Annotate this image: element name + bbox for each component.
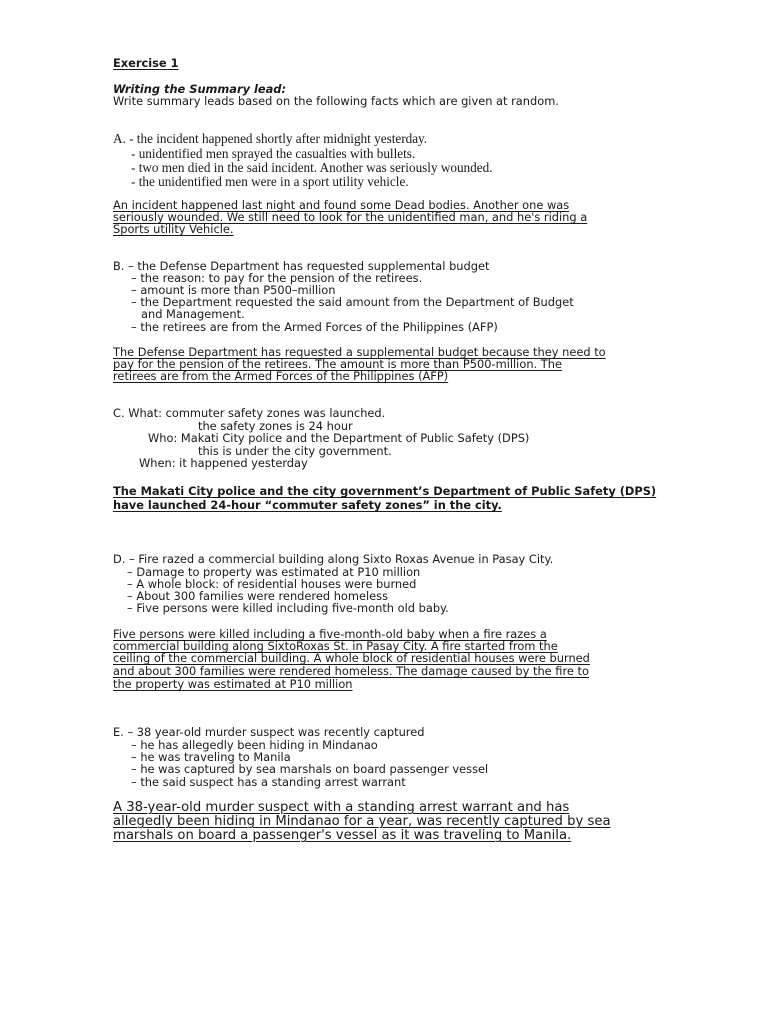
instructions-text: Write summary leads based on the following facts which are given at random. (113, 94, 559, 108)
section-d-fact: – Damage to property was estimated at P10 million (127, 565, 421, 579)
section-b-fact: – amount is more than P500–million (131, 283, 336, 297)
section-a-answer-line: Sports utility Vehicle. (113, 222, 234, 236)
section-d-fact: – Five persons were killed including five-month old baby. (127, 601, 449, 615)
section-e-fact: – he was traveling to Manila (131, 750, 291, 764)
section-e-answer-line: A 38-year-old murder suspect with a standing arrest warrant and has (113, 800, 570, 815)
section-d-answer-line: the property was estimated at P10 million (113, 677, 353, 691)
section-e-answer-line: marshals on board a passenger's vessel as it was traveling to Manila. (113, 828, 572, 843)
section-a-fact: A. - the incident happened shortly after midnight yesterday. (113, 131, 428, 146)
section-a-fact: - unidentified men sprayed the casualties with bullets. (131, 146, 416, 161)
section-b-fact: – the retirees are from the Armed Forces of the Philippines (AFP) (131, 320, 498, 334)
section-d-fact: D. – Fire razed a commercial building along Sixto Roxas Avenue in Pasay City. (113, 552, 554, 566)
section-c-fact: C. What: commuter safety zones was launched. (113, 406, 386, 420)
section-c-fact: the safety zones is 24 hour (198, 419, 353, 433)
section-d-fact: – About 300 families were rendered homeless (127, 589, 389, 603)
section-c-fact: this is under the city government. (198, 444, 392, 458)
section-a-answer-line: seriously wounded. We still need to look for the unidentified man, and he's riding a (113, 210, 588, 224)
section-e-fact: – he has allegedly been hiding in Mindanao (131, 738, 378, 752)
section-b-fact: and Management. (141, 307, 245, 321)
section-c-fact: When: it happened yesterday (139, 456, 308, 470)
section-e-answer-line: allegedly been hiding in Mindanao for a year, was recently captured by sea (113, 814, 611, 829)
section-b-answer-line: pay for the pension of the retirees. The amount is more than P500-million. The (113, 357, 562, 371)
section-b-fact: B. – the Defense Department has requested supplemental budget (113, 259, 490, 273)
section-a-fact: - the unidentified men were in a sport utility vehicle. (131, 174, 409, 189)
section-a-answer-line: An incident happened last night and found some Dead bodies. Another one was (113, 198, 570, 212)
section-d-answer-line: ceiling of the commercial building. A whole block of residential houses were burned (113, 651, 590, 665)
section-c-answer-line: The Makati City police and the city government’s Department of Public Safety (DPS) (113, 484, 657, 498)
exercise-title: Exercise 1 (113, 56, 179, 70)
section-d-answer-line: Five persons were killed including a five-month-old baby when a fire razes a (113, 627, 547, 641)
section-b-fact: – the reason: to pay for the pension of the retirees. (131, 271, 423, 285)
section-b-fact: – the Department requested the said amount from the Department of Budget (131, 295, 574, 309)
section-b-answer-line: retirees are from the Armed Forces of the Philippines (AFP) (113, 369, 449, 383)
section-e-fact: – the said suspect has a standing arrest warrant (131, 775, 406, 789)
section-a-fact: - two men died in the said incident. Another was seriously wounded. (131, 160, 493, 175)
section-b-answer-line: The Defense Department has requested a supplemental budget because they need to (113, 345, 606, 359)
section-c-answer-line: have launched 24-hour “commuter safety zones” in the city. (113, 498, 502, 512)
section-d-fact: – A whole block: of residential houses were burned (127, 577, 417, 591)
section-e-fact: E. – 38 year-old murder suspect was recently captured (113, 725, 425, 739)
section-d-answer-line: and about 300 families were rendered homeless. The damage caused by the fire to (113, 664, 589, 678)
instructions-heading: Writing the Summary lead: (113, 82, 287, 96)
section-e-fact: – he was captured by sea marshals on board passenger vessel (131, 762, 489, 776)
section-c-fact: Who: Makati City police and the Department of Public Safety (DPS) (148, 431, 530, 445)
section-d-answer-line: commercial building along SixtoRoxas St. in Pasay City. A fire started from the (113, 639, 558, 653)
